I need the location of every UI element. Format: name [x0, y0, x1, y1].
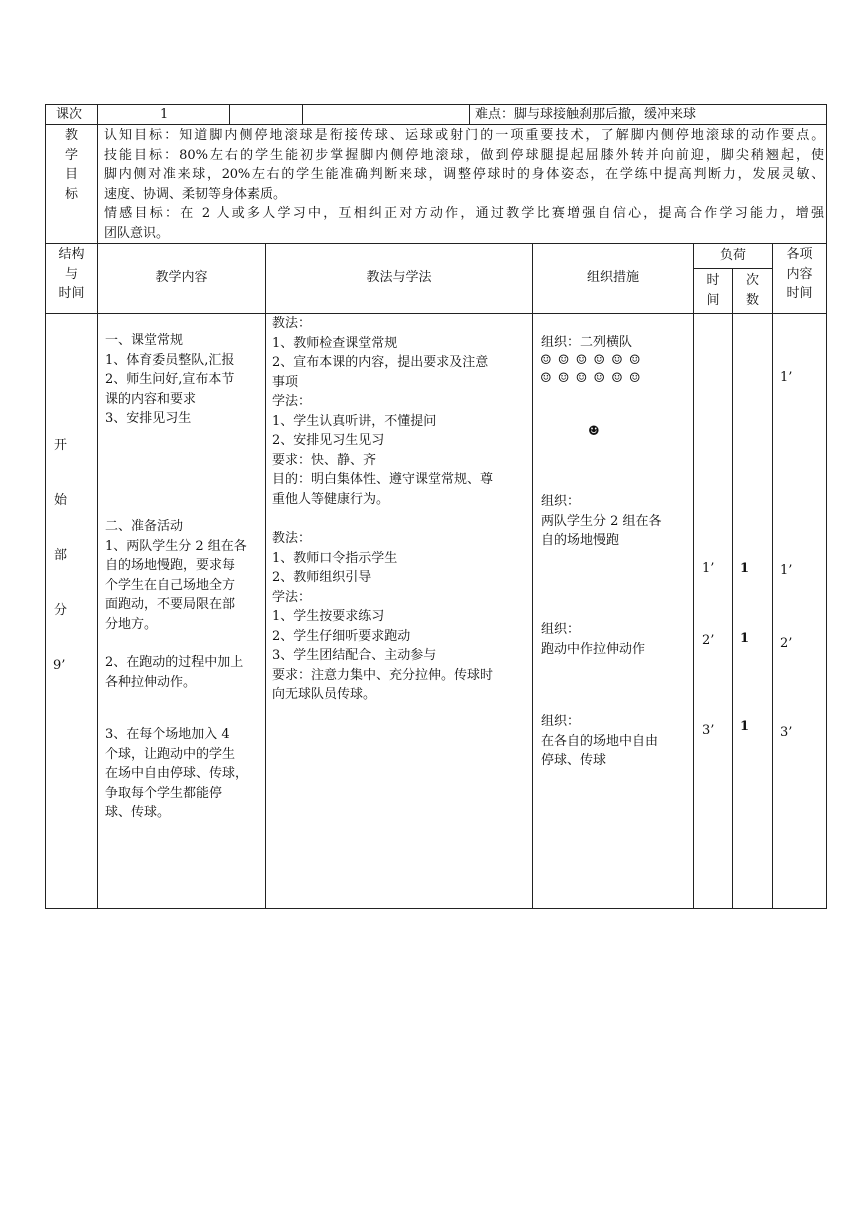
load-count-value: 1	[740, 719, 750, 734]
methods-line: 要求：注意力集中、充分拉伸。传球时	[272, 667, 494, 683]
objective-line: 脚内侧对准来球，20%左右的学生能准确判断来球，调整停球时的身体姿态，在学练中提高判断力，发展灵敏、	[104, 167, 824, 182]
formation-row-1: ☺ ☺ ☺ ☺ ☺ ☺	[540, 353, 642, 368]
load-header: 负荷	[719, 248, 746, 263]
objective-line: 团队意识。	[104, 225, 170, 241]
objective-line: 认知目标：知道脚内侧停地滚球是衔接传球、运球或射门的一项重要技术，了解脚内侧停地滚球的动作要点。	[104, 128, 824, 143]
organization-block-jog	[541, 492, 691, 551]
section-name-char: 部	[54, 548, 68, 563]
content-line: 自的场地慢跑，要求每	[105, 558, 236, 573]
methods-line: 教法：	[272, 531, 312, 546]
objectives-label-char: 标	[64, 186, 78, 202]
section-name-char: 始	[54, 493, 68, 508]
header-divider-b	[302, 104, 303, 125]
section-name-char: 分	[54, 603, 68, 618]
content-line: 各种拉伸动作。	[105, 674, 197, 690]
methods-line: 重他人等健康行为。	[272, 491, 390, 507]
item-time-header-line: 各项	[786, 247, 813, 262]
content-line: 球、传球。	[105, 805, 171, 820]
col-divider-4	[693, 243, 694, 909]
col-divider-3	[532, 243, 533, 909]
content-line: 争取每个学生都能停	[105, 785, 223, 801]
row-divider-objectives	[45, 243, 827, 244]
structure-header-line: 与	[64, 266, 78, 282]
objectives-label	[46, 126, 97, 204]
col-divider-2	[265, 243, 266, 909]
objectives-label-char: 教	[64, 128, 78, 143]
content-line: 个球，让跑动中的学生	[105, 746, 236, 762]
content-block-stretch	[105, 653, 263, 692]
col-divider-5	[732, 268, 733, 909]
item-time-header	[773, 245, 826, 304]
item-time-value: 1’	[780, 563, 793, 578]
content-line: 分地方。	[105, 616, 158, 632]
organization-block-ball	[541, 712, 691, 771]
load-count-value: 1	[740, 631, 750, 646]
content-line: 二、准备活动	[105, 519, 184, 534]
content-line: 课的内容和要求	[105, 391, 197, 407]
header-divider-c	[469, 104, 470, 125]
organization-line: 在各自的场地中自由	[541, 733, 659, 749]
objective-line: 情感目标：在 2 人或多人学习中，互相纠正对方动作，通过教学比赛增强自信心，提高合作学习能力，增强	[104, 206, 824, 221]
organization-line: 两队学生分 2 组在各	[541, 513, 662, 529]
methods-header: 教法与学法	[366, 270, 432, 285]
organization-line: 组织：	[541, 714, 581, 729]
objectives-text	[104, 126, 824, 243]
methods-line: 2、安排见习生见习	[272, 433, 385, 448]
content-line: 2、师生问好,宣布本节	[105, 372, 235, 387]
objective-line: 速度、协调、柔韧等身体素质。	[104, 186, 287, 202]
load-time-value: 3’	[702, 723, 715, 738]
load-count-header-line: 数	[745, 292, 759, 308]
header-divider-a	[229, 104, 230, 125]
structure-header-line: 时间	[58, 286, 85, 301]
content-line: 1、两队学生分 2 组在各	[105, 538, 247, 554]
structure-header-line: 结构	[58, 247, 85, 262]
methods-line: 2、宣布本课的内容，提出要求及注意	[272, 355, 489, 370]
methods-line: 学法：	[272, 589, 312, 605]
load-subheader-divider	[693, 268, 773, 269]
content-block-routine	[105, 331, 263, 429]
methods-line: 目的：明白集体性、遵守课堂常规、尊	[272, 472, 494, 487]
item-time-value: 2’	[780, 636, 793, 651]
col-divider-6	[772, 243, 773, 909]
load-time-header-line: 时	[706, 273, 720, 288]
routine-item-time: 1’	[780, 370, 793, 385]
col-divider-1	[97, 104, 98, 909]
lesson-number: 1	[160, 107, 169, 122]
section-duration: 9’	[53, 658, 66, 673]
load-time-header	[694, 271, 732, 310]
methods-line: 2、学生仔细听要求跑动	[272, 628, 411, 644]
objectives-label-char: 目	[64, 167, 78, 182]
methods-line: 教法：	[272, 316, 312, 331]
table-border-left	[45, 104, 46, 909]
methods-line: 1、教师检查课堂常规	[272, 335, 398, 351]
organization-header: 组织措施	[586, 270, 639, 285]
item-time-header-line: 时间	[786, 286, 813, 301]
content-line: 在场中自由停球、传球，	[105, 766, 249, 781]
organization-block-stretch	[541, 620, 691, 659]
content-line: 个学生在自己场地全方	[105, 577, 236, 593]
methods-line: 1、学生认真听讲，不懂提问	[272, 413, 437, 429]
load-time-value: 2’	[702, 633, 715, 648]
item-time-value: 3’	[780, 725, 793, 740]
organization-line: 跑动中作拉伸动作	[541, 641, 646, 657]
content-line: 3、安排见习生	[105, 411, 192, 426]
organization-title-formation: 组织：二列横队	[541, 335, 633, 350]
objectives-label-char: 学	[64, 147, 78, 163]
section-name-char: 开	[54, 438, 68, 453]
organization-line: 自的场地慢跑	[541, 533, 620, 548]
methods-line: 1、教师口令指示学生	[272, 550, 398, 566]
methods-line: 事项	[272, 374, 299, 390]
methods-line: 2、教师组织引导	[272, 570, 372, 585]
objective-line: 技能目标：80%左右的学生能初步掌握脚内侧停地滚球，做到停球腿提起屈膝外转并向前迎，脚尖稍翘起，使	[104, 147, 824, 163]
content-block-ball	[105, 725, 263, 823]
content-line: 一、课堂常规	[105, 333, 184, 348]
methods-block-warmup	[272, 529, 530, 705]
content-line: 面跑动，不要局限在部	[105, 597, 236, 612]
methods-line: 1、学生按要求练习	[272, 609, 385, 624]
teacher-symbol: ☻	[588, 424, 600, 439]
content-line: 1、体育委员整队,汇报	[105, 352, 235, 368]
organization-line: 停球、传球	[541, 753, 607, 768]
formation-row-2: ☺ ☺ ☺ ☺ ☺ ☺	[540, 371, 642, 386]
table-border-right	[826, 104, 827, 909]
difficulty-text: 难点：脚与球接触刹那后撤，缓冲来球	[475, 107, 697, 122]
load-count-header	[733, 271, 772, 310]
content-block-warmup	[105, 517, 263, 634]
content-line: 3、在每个场地加入 4	[105, 727, 230, 742]
organization-line: 组织：	[541, 622, 581, 637]
load-time-value: 1’	[702, 561, 715, 576]
load-count-value: 1	[740, 561, 750, 576]
methods-block-routine	[272, 314, 530, 509]
methods-line: 3、学生团结配合、主动参与	[272, 648, 437, 663]
structure-time-header	[46, 245, 97, 304]
methods-line: 学法：	[272, 394, 312, 409]
table-border-bottom	[45, 908, 827, 909]
methods-line: 向无球队员传球。	[272, 687, 377, 702]
lesson-label: 课次	[56, 107, 83, 122]
content-line: 2、在跑动的过程中加上	[105, 655, 244, 670]
content-header: 教学内容	[155, 270, 208, 285]
load-time-header-line: 间	[706, 292, 720, 308]
organization-line: 组织：	[541, 494, 581, 509]
methods-line: 要求：快、静、齐	[272, 452, 377, 468]
item-time-header-line: 内容	[786, 266, 813, 282]
load-count-header-line: 次	[745, 273, 759, 288]
